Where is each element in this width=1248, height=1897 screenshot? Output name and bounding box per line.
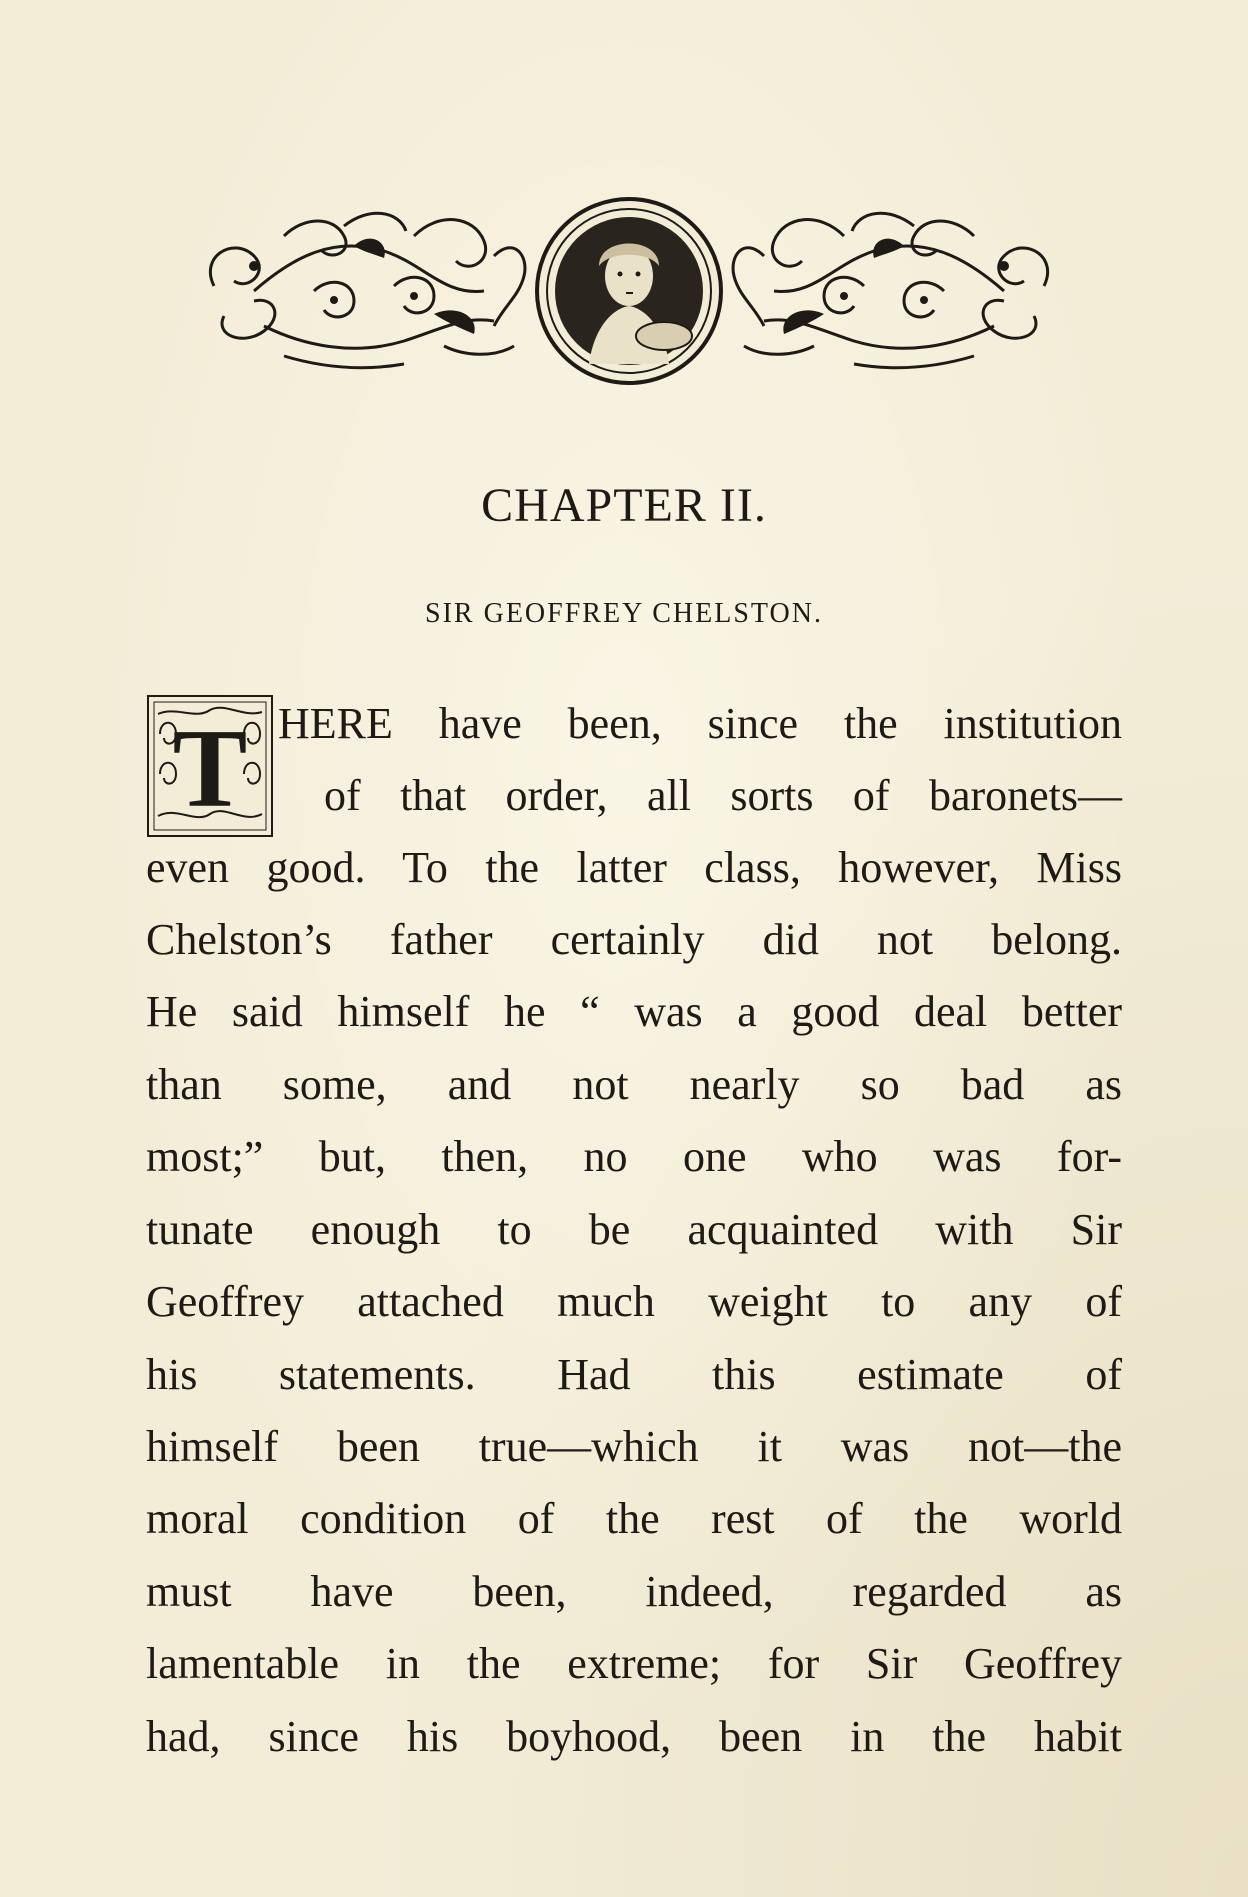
chapter-title: CHAPTER II. — [481, 479, 767, 532]
text-line: himself been true—which it was not—the — [146, 1422, 1122, 1471]
text-line: his statements. Had this estimate of — [146, 1350, 1122, 1399]
text-line: Geoffrey attached much weight to any of — [146, 1277, 1122, 1326]
ornamental-headpiece — [194, 196, 1064, 391]
chapter-subtitle: SIR GEOFFREY CHELSTON. — [425, 598, 823, 629]
text-line: tunate enough to be acquainted with Sir — [146, 1205, 1122, 1254]
drop-cap-initial — [146, 694, 274, 838]
text-line: lamentable in the extreme; for Sir Geoffrey — [146, 1639, 1122, 1688]
text-line: Chelston’s father certainly did not belong. — [146, 915, 1122, 964]
text-line: than some, and not nearly so bad as — [146, 1060, 1122, 1109]
text-line: even good. To the latter class, however, Miss — [146, 843, 1122, 892]
text-line: moral condition of the rest of the world — [146, 1494, 1122, 1543]
text-line: had, since his boyhood, been in the habit — [146, 1712, 1122, 1761]
text-line: must have been, indeed, regarded as — [146, 1567, 1122, 1616]
text-line: most;” but, then, no one who was for- — [146, 1132, 1122, 1181]
text-line: HERE have been, since the institution — [278, 699, 1122, 748]
text-line: He said himself he “ was a good deal better — [146, 987, 1122, 1036]
drop-cap-letter: T — [172, 707, 248, 831]
text-line: of that order, all sorts of baronets— — [324, 771, 1122, 820]
